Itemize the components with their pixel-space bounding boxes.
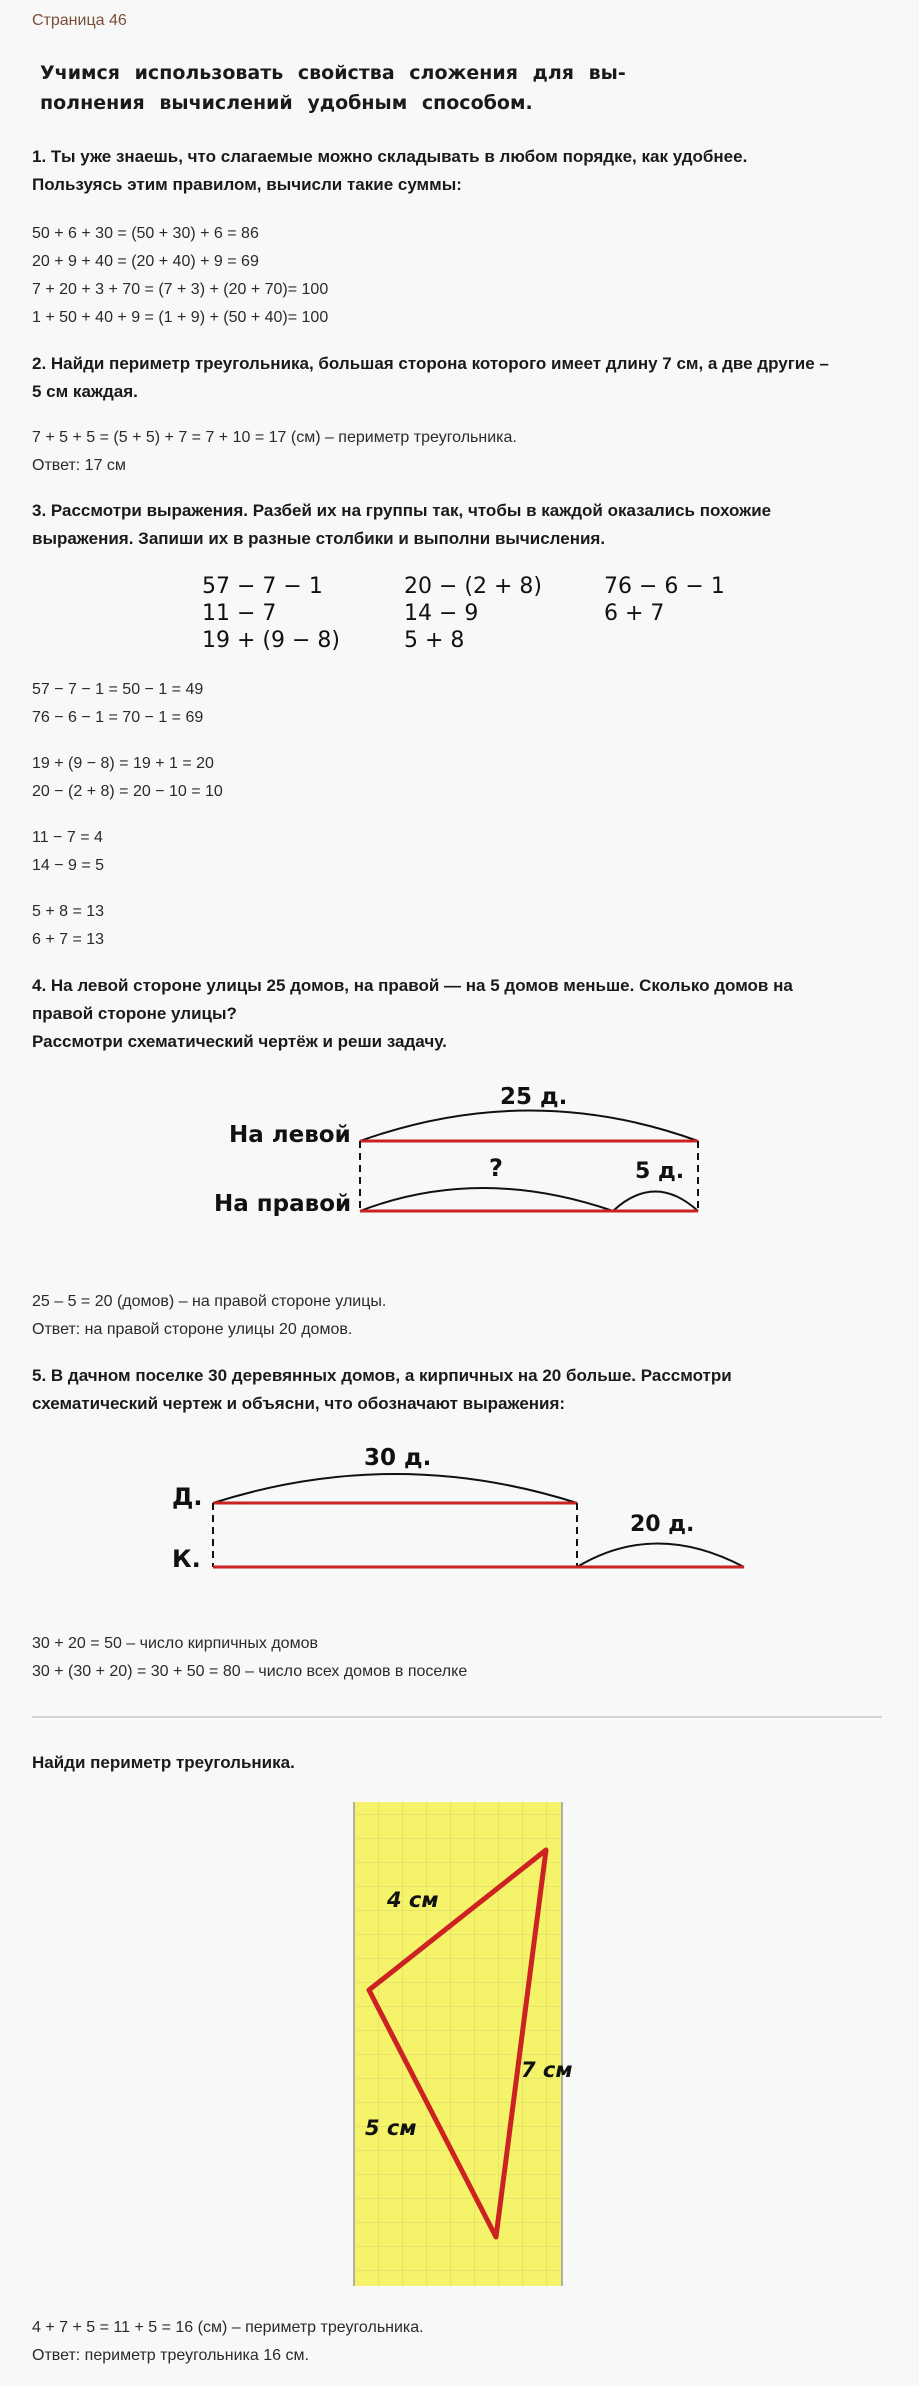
difference-label: 5 д. [635,1159,685,1184]
right-unknown-brace [360,1188,613,1211]
extra-brace [577,1544,744,1568]
brick-label: К. [172,1545,201,1573]
solution-line: 1 + 50 + 40 + 9 = (1 + 9) + (50 + 40)= 100 [32,309,329,326]
triangle-figure [330,1790,590,2300]
task-3-question-line: выражения. Запиши их в разные столбики и выполни вычисления. [32,529,606,548]
side-c-label: 5 см [365,2116,417,2140]
answer-line: Ответ: 17 см [32,457,126,474]
expression-column-2 [404,573,542,654]
task-2-question [32,350,829,406]
solution-line: 14 − 9 = 5 [32,857,105,874]
task-3-group-3 [32,824,104,880]
lesson-title-line-2: полнения вычислений удобным способом. [40,92,533,114]
houses-diagram [0,1430,919,1580]
task-2-question-line: 2. Найди периметр треугольника, большая сторона которого имеет длину 7 см, а две другие – [32,354,829,373]
solution-line: 7 + 20 + 3 + 70 = (7 + 3) + (20 + 70)= 100 [32,281,329,298]
expression: 5 + 8 [404,628,465,653]
solution-line: 19 + (9 − 8) = 19 + 1 = 20 [32,755,214,772]
left-side-label: На левой [229,1122,351,1148]
expression: 6 + 7 [604,601,665,626]
solution-line: 30 + (30 + 20) = 30 + 50 = 80 – число всех домов в поселке [32,1663,468,1680]
lesson-title [40,58,640,118]
task-6-question: Найди периметр треугольника. [32,1753,295,1772]
expression: 57 − 7 − 1 [202,574,323,599]
wooden-count-label: 30 д. [364,1445,432,1471]
task-4-question-line: правой стороне улицы? [32,1004,237,1023]
section-divider [32,1716,882,1718]
wooden-label: Д. [172,1483,203,1511]
task-4-question [32,972,793,1056]
task-5-expressions [32,1630,467,1686]
right-side-label: На правой [214,1191,352,1217]
expression: 14 − 9 [404,601,479,626]
expression-column-3 [604,573,725,627]
task-4-question-line: 4. На левой стороне улицы 25 домов, на правой — на 5 домов меньше. Сколько домов на [32,976,793,995]
left-total-brace [360,1111,698,1142]
task-5-question [32,1362,732,1418]
solution-line: 6 + 7 = 13 [32,931,105,948]
expression: 20 − (2 + 8) [404,574,542,599]
task-3-question-line: 3. Рассмотри выражения. Разбей их на группы так, чтобы в каждой оказались похожие [32,501,772,520]
task-1-question [32,143,747,199]
solution-line: 20 + 9 + 40 = (20 + 40) + 9 = 69 [32,253,259,270]
solution-line: 57 − 7 − 1 = 50 − 1 = 49 [32,681,204,698]
task-1-solutions [32,220,328,332]
expression: 19 + (9 − 8) [202,628,340,653]
solution-line: 20 − (2 + 8) = 20 − 10 = 10 [32,783,223,800]
left-count-label: 25 д. [500,1084,568,1110]
grid-lines [354,1802,562,2286]
task-1-question-line: 1. Ты уже знаешь, что слагаемые можно складывать в любом порядке, как удобнее. [32,147,748,166]
task-4-solution [32,1288,386,1344]
task-2-question-line: 5 см каждая. [32,382,138,401]
solution-line: 76 − 6 − 1 = 70 − 1 = 69 [32,709,204,726]
expression-column-1 [202,573,340,654]
answer-line: Ответ: периметр треугольника 16 см. [32,2347,309,2364]
solution-line: 5 + 8 = 13 [32,903,105,920]
task-5-question-line: схематический чертеж и объясни, что обозначают выражения: [32,1394,566,1413]
solution-line: 11 − 7 = 4 [32,829,103,846]
task-4-question-line: Рассмотри схематический чертёж и реши задачу. [32,1032,447,1051]
task-1-question-line: Пользуясь этим правилом, вычисли такие суммы: [32,175,462,194]
task-5-question-line: 5. В дачном поселке 30 деревянных домов, а кирпичных на 20 больше. Рассмотри [32,1366,732,1385]
page-number: Страница 46 [32,12,127,29]
expression: 76 − 6 − 1 [604,574,725,599]
task-6-solution [32,2314,424,2370]
task-3-group-4 [32,898,104,954]
solution-line: 7 + 5 + 5 = (5 + 5) + 7 = 7 + 10 = 17 (см) – периметр треугольника. [32,429,517,446]
answer-line: Ответ: на правой стороне улицы 20 домов. [32,1321,353,1338]
side-a-label: 4 см [387,1888,439,1912]
solution-line: 30 + 20 = 50 – число кирпичных домов [32,1635,318,1652]
task-3-group-2 [32,750,223,806]
side-b-label: 7 см [521,2058,573,2082]
wooden-brace [213,1474,577,1503]
extra-count-label: 20 д. [630,1512,695,1537]
task-2-solution [32,424,517,480]
task-3-group-1 [32,676,203,732]
solution-line: 50 + 6 + 30 = (50 + 30) + 6 = 86 [32,225,259,242]
solution-line: 25 – 5 = 20 (домов) – на правой стороне улицы. [32,1293,387,1310]
streets-diagram [0,1060,919,1230]
lesson-title-line-1: Учимся использовать свойства сложения для вы- [40,62,626,84]
expression: 11 − 7 [202,601,277,626]
unknown-label: ? [489,1154,503,1182]
solution-line: 4 + 7 + 5 = 11 + 5 = 16 (см) – периметр треугольника. [32,2319,424,2336]
task-3-question [32,497,771,553]
difference-brace [613,1192,698,1212]
